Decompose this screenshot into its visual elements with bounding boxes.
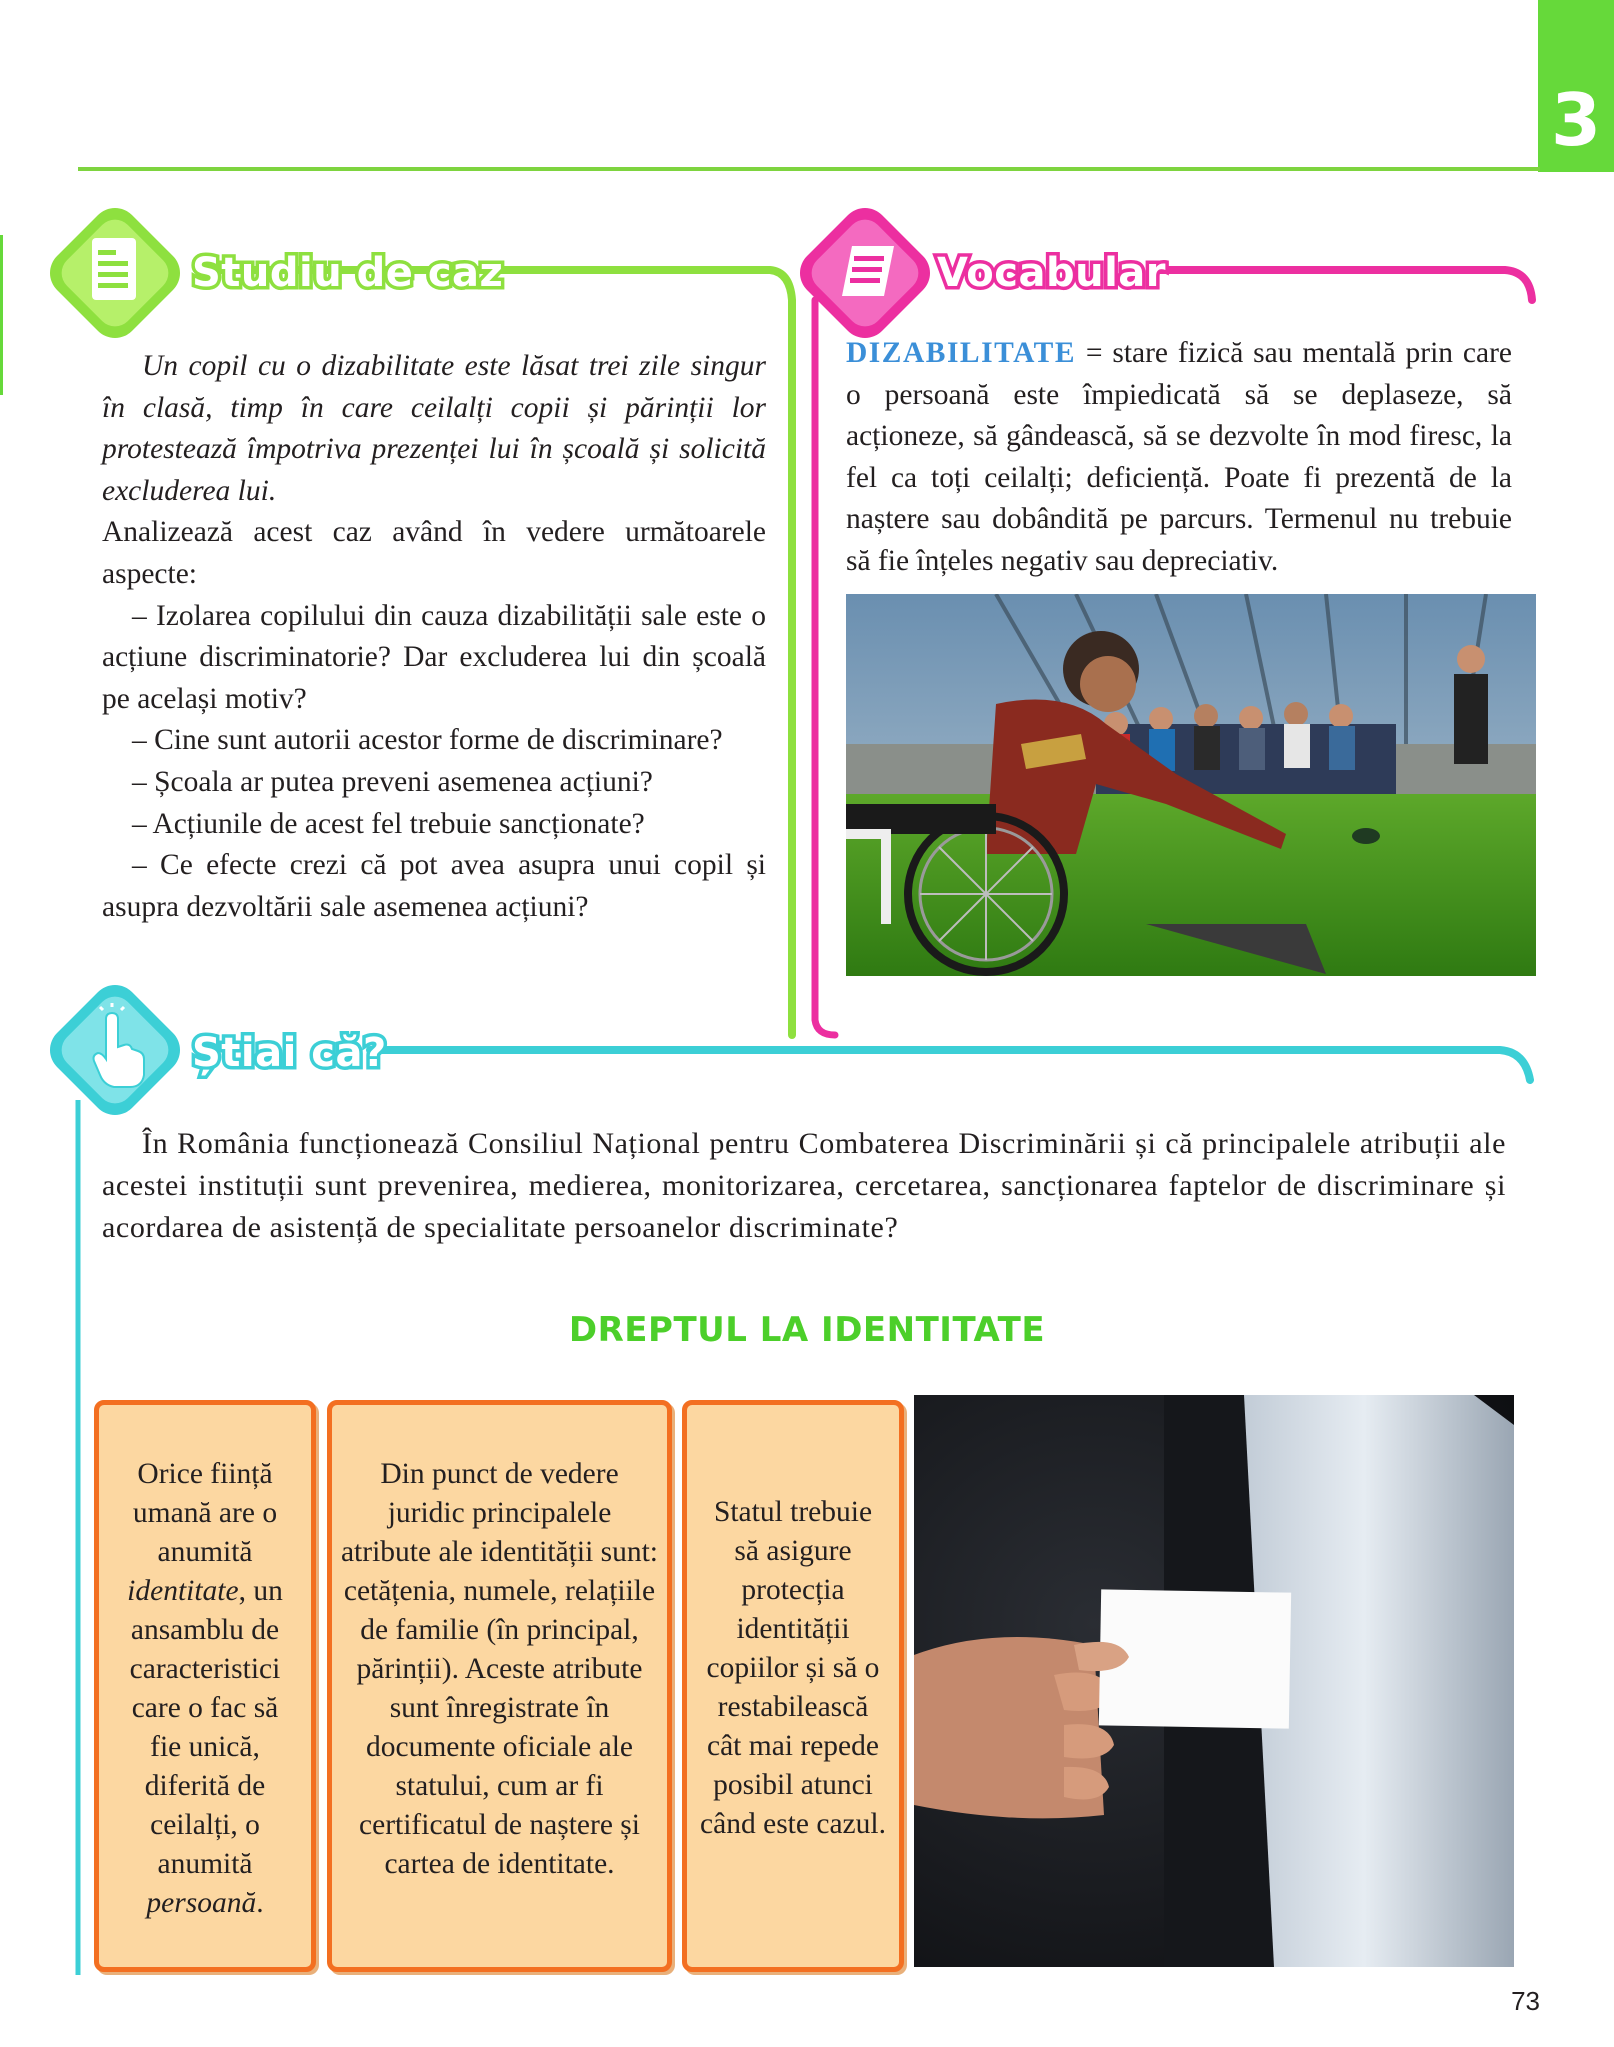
case-study-question: – Ce efecte crezi că pot avea asupra unui copil și asupra dezvoltării sale asemenea acțiuni? (102, 849, 766, 923)
vocabulary-definition (846, 333, 1512, 583)
did-you-know-body (102, 1123, 1506, 1249)
identity-box-2 (327, 1400, 672, 1972)
identity-section-title: DREPTUL LA IDENTITATE (568, 1310, 1046, 1350)
identity-box-1-text: Orice ființă umană are o anumită identitate, un ansamblu de caracteristici care o fac să fie unică, diferită de ceilalți, o anumită persoană. (127, 1458, 283, 1919)
vocabulary-title: Vocabular (937, 250, 1166, 296)
chapter-number: 3 (1550, 78, 1602, 162)
case-study-question: – Școala ar putea preveni asemenea acțiuni? (132, 765, 653, 798)
vocabulary-definition-text: = stare fizică sau mentală prin care o persoană este împiedicată să se deplaseze, să acționeze, să gândească, să se dezvolte în mod firesc, la fel ca toți ceilalți; deficiență. Poate fi prezentă de la naștere sau dobândită pe parcurs. Termenul nu trebuie să fie înțeles negativ sau depreciativ. (846, 337, 1512, 577)
vocab-frame-left (815, 300, 835, 1035)
did-you-know-text: În România funcționează Consiliul Național pentru Combaterea Discriminării și că principalele atribuții ale acestei instituții sunt prevenirea, medierea, monitorizarea, cercetarea, sancționarea faptelor de discriminare și acordarea de asistență de specialitate persoanelor discriminate? (102, 1127, 1506, 1244)
did-you-know-frame-top (370, 1050, 1530, 1080)
case-study-question: – Cine sunt autorii acestor forme de discriminare? (132, 724, 723, 757)
case-study-prompt: Analizează acest caz având în vedere următoarele aspecte: (102, 516, 766, 590)
book-icon (790, 198, 940, 348)
identity-box-3 (682, 1400, 904, 1972)
blank-card-photo (914, 1395, 1514, 1967)
identity-box-2-text: Din punct de vedere juridic principalele atribute ale identității sunt: cetățenia, numele, relațiile de familie (în principal, părinții). Aceste atribute sunt înregistrate în documente oficiale ale statului, cum ar fi certificatul de naștere și cartea de identitate. (340, 1458, 659, 1880)
case-study-intro: Un copil cu o dizabilitate este lăsat trei zile singur în clasă, timp în care ceilalți copii și părinții lor protestează împotriva prezenței lui în școală și solicită excluderea lui. (102, 350, 766, 507)
page-number: 73 (1511, 1986, 1540, 2016)
identity-box-3-text: Statul trebuie să asigure protecția identității copiilor și să o restabilească cât mai repede posibil atunci când este cazul. (700, 1496, 886, 1840)
case-study-question: – Acțiunile de acest fel trebuie sancționate? (132, 807, 645, 840)
wheelchair-photo (846, 594, 1536, 976)
identity-box-1 (94, 1400, 316, 1972)
case-study-title: Studiu de caz (192, 250, 504, 296)
did-you-know-title: Știai că? (192, 1030, 387, 1076)
case-study-body (102, 346, 766, 928)
case-study-question: – Izolarea copilului din cauza dizabilității sale este o acțiune discriminatorie? Dar excluderea lui din școală pe același motiv? (102, 599, 766, 715)
vocab-frame-top (1150, 270, 1532, 300)
vocabulary-term: DIZABILITATE (846, 337, 1077, 369)
pointing-hand-icon (40, 975, 190, 1125)
document-icon (40, 198, 190, 348)
